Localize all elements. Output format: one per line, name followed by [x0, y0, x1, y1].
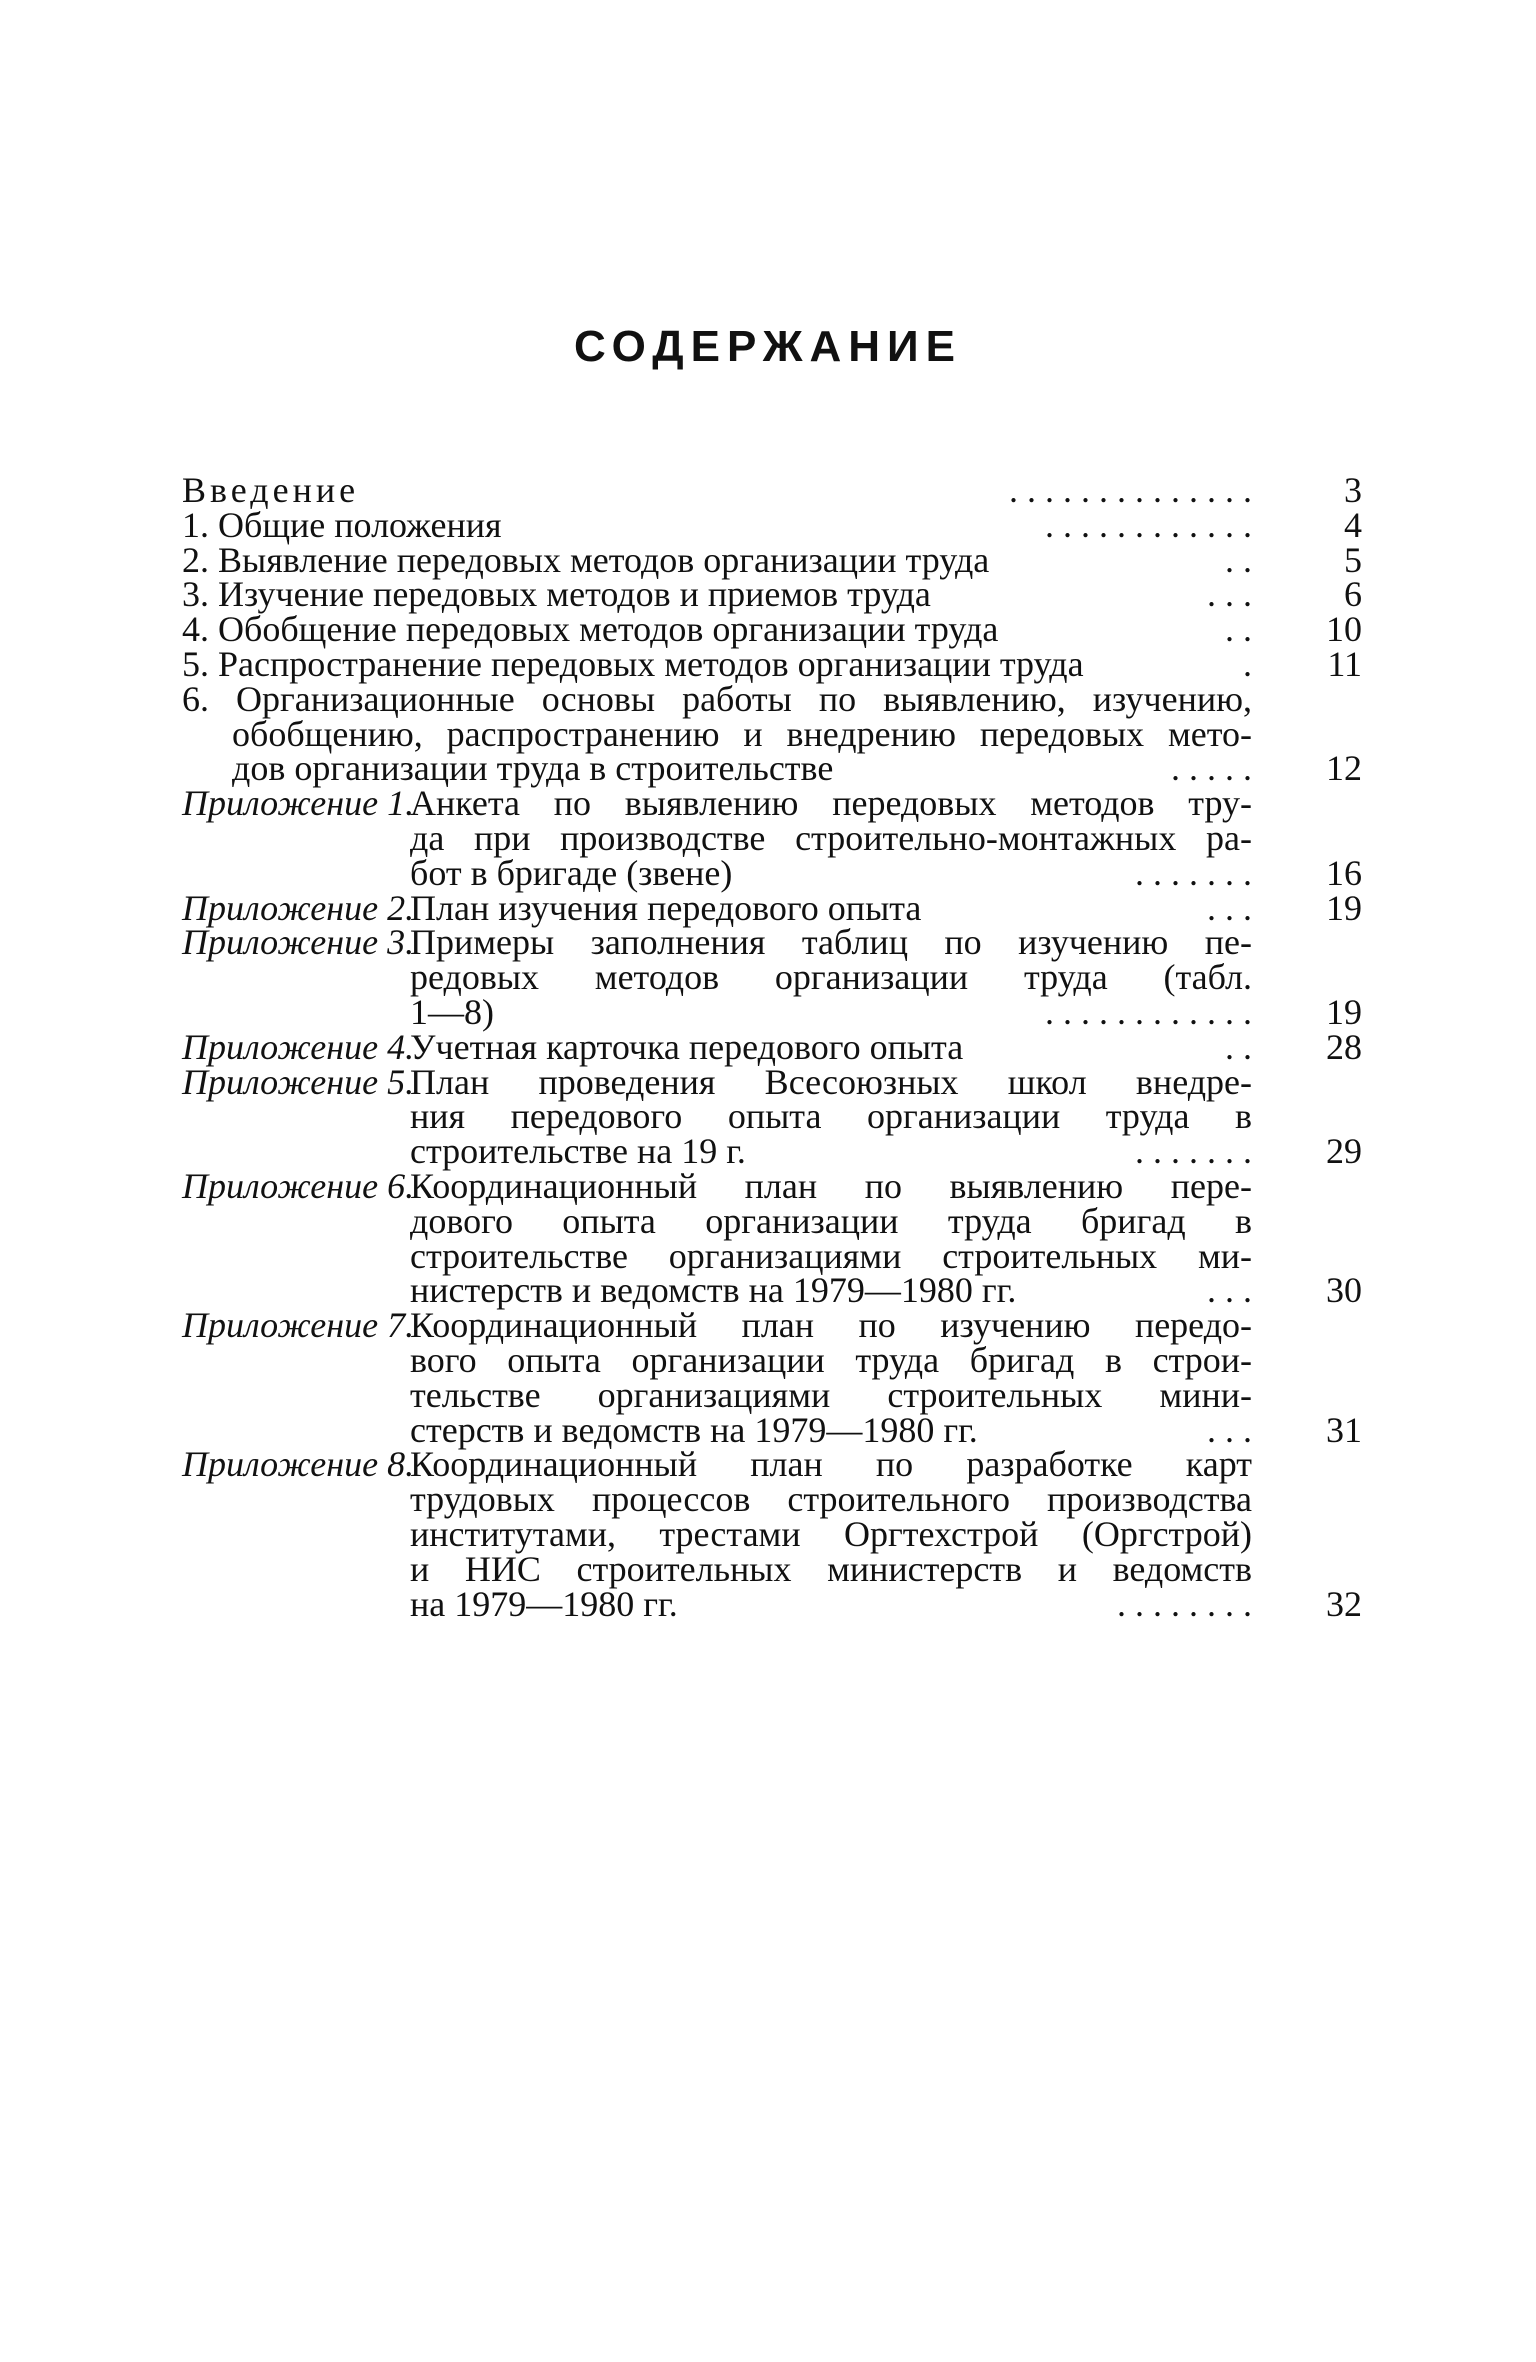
toc-entry-line — [182, 1548, 1362, 1589]
toc-entry-text: редовых методов организации труда (табл. — [410, 957, 1252, 998]
appendix-label: Приложение 1. — [182, 783, 415, 824]
toc-entry-line — [182, 1374, 1362, 1415]
toc-entry-line — [182, 1479, 1362, 1520]
toc-entry-text: План проведения Всесоюзных школ внедре- — [410, 1061, 1252, 1102]
toc-entry[interactable] — [182, 539, 1362, 580]
toc-entry[interactable] — [182, 783, 1362, 893]
dot-leader: . . . . . . . — [1135, 1131, 1252, 1172]
toc-entry-text: План изучения передового опыта — [410, 887, 922, 928]
toc-entry-line — [182, 887, 1362, 928]
toc-entry[interactable] — [182, 1305, 1362, 1450]
toc-entry-line — [182, 1026, 1362, 1067]
dot-leader: . . . — [1207, 887, 1252, 928]
dot-leader: . . . . . . . . . . . . . . — [1009, 470, 1252, 510]
toc-entry-line — [182, 574, 1362, 615]
appendix-label: Приложение 6. — [182, 1165, 415, 1206]
dot-leader: . . — [1225, 609, 1252, 650]
toc-entry-line — [182, 1270, 1362, 1311]
toc-entry[interactable] — [182, 470, 1362, 510]
toc-entry-line — [182, 817, 1362, 858]
appendix-label: Приложение 3. — [182, 922, 415, 963]
toc-entry-text: тельстве организациями строительных мини- — [410, 1374, 1252, 1415]
appendix-label: Приложение 2. — [182, 887, 415, 928]
toc-entry-text: институтами, трестами Оргтехстрой (Оргстрой) — [410, 1513, 1252, 1554]
toc-entry-line — [182, 1096, 1362, 1137]
toc-entry-text: 4. Обобщение передовых методов организации труда — [182, 609, 999, 650]
dot-leader: . . . . . . . . . . . . — [1045, 504, 1252, 545]
toc-entry-line — [182, 609, 1362, 650]
dot-leader: . . . — [1207, 1270, 1252, 1311]
toc-entry-text: вого опыта организации труда бригад в строи- — [410, 1339, 1252, 1380]
toc-entry-text: стерств и ведомств на 1979—1980 гг. — [410, 1409, 978, 1450]
appendix-label: Приложение 5. — [182, 1061, 415, 1102]
dot-leader: . . . . . . . . — [1117, 1583, 1252, 1624]
toc-entry-line — [182, 1444, 1362, 1485]
toc-entry-line — [182, 1409, 1362, 1450]
dot-leader: . — [1243, 643, 1252, 684]
dot-leader: . . . . . — [1171, 748, 1252, 789]
page-number: 30 — [1326, 1270, 1362, 1311]
appendix-label: Приложение 8. — [182, 1444, 415, 1485]
toc-entry[interactable] — [182, 1061, 1362, 1172]
toc-entry-line — [182, 852, 1362, 893]
toc-entry-line — [182, 678, 1362, 719]
dot-leader: . . . . . . . . . . . . — [1045, 991, 1252, 1032]
toc-entry[interactable] — [182, 1026, 1362, 1067]
page-number: 11 — [1327, 643, 1362, 684]
toc-entry-line — [182, 1061, 1362, 1102]
page-number: 4 — [1344, 504, 1362, 545]
appendix-label: Приложение 7. — [182, 1305, 415, 1346]
page-number: 31 — [1326, 1409, 1362, 1450]
dot-leader: . . — [1225, 539, 1252, 580]
toc-entry-text: 3. Изучение передовых методов и приемов труда — [182, 574, 931, 615]
page-number: 3 — [1344, 470, 1362, 510]
toc-entry[interactable] — [182, 1444, 1362, 1624]
toc-entry-line — [182, 1200, 1362, 1241]
toc-entry-line — [182, 713, 1362, 754]
toc-entry-line — [182, 1165, 1362, 1206]
toc-entry-text: нистерств и ведомств на 1979—1980 гг. — [410, 1270, 1017, 1311]
toc-entry-line — [182, 470, 1362, 510]
toc-entry-line — [182, 748, 1362, 789]
toc-entry-text: Введение — [182, 470, 360, 510]
toc-entry-text: на 1979—1980 гг. — [410, 1583, 678, 1624]
page-number: 32 — [1326, 1583, 1362, 1624]
toc-entry-text: 1—8) — [410, 991, 494, 1032]
toc-entry-line — [182, 922, 1362, 963]
toc-entry-text: да при производстве строительно-монтажных ра- — [410, 817, 1252, 858]
page-number: 29 — [1326, 1131, 1362, 1172]
toc-entry-line — [182, 783, 1362, 824]
toc-entry-line — [182, 643, 1362, 684]
toc-entry-text: строительстве организациями строительных ми- — [410, 1235, 1252, 1276]
toc-entry-text: ния передового опыта организации труда в — [410, 1096, 1252, 1137]
dot-leader: . . . — [1207, 1409, 1252, 1450]
page-number: 16 — [1326, 852, 1362, 893]
toc-entry-text: Примеры заполнения таблиц по изучению пе- — [410, 922, 1252, 963]
page-number: 19 — [1326, 991, 1362, 1032]
toc-entry-text: обобщению, распространению и внедрению передовых мето- — [232, 713, 1252, 754]
toc-entry-line — [182, 539, 1362, 580]
page-title: СОДЕРЖАНИЕ — [573, 322, 963, 371]
table-of-contents — [182, 470, 1362, 1624]
toc-entry-text: 5. Распространение передовых методов организации труда — [182, 643, 1084, 684]
dot-leader: . . . — [1207, 574, 1252, 615]
toc-entry-text: 2. Выявление передовых методов организации труда — [182, 539, 990, 580]
toc-entry[interactable] — [182, 643, 1362, 684]
toc-entry[interactable] — [182, 609, 1362, 650]
toc-entry-text: дов организации труда в строительстве — [232, 748, 834, 789]
toc-entry-text: Координационный план по выявлению пере- — [410, 1165, 1252, 1206]
toc-entry-text: 1. Общие положения — [182, 504, 502, 545]
toc-entry-line — [182, 504, 1362, 545]
toc-entry-text: дового опыта организации труда бригад в — [410, 1200, 1252, 1241]
page-number: 19 — [1326, 887, 1362, 928]
toc-entry-line — [182, 1513, 1362, 1554]
toc-entry-line — [182, 1339, 1362, 1380]
page-number: 12 — [1326, 748, 1362, 789]
toc-entry[interactable] — [182, 887, 1362, 928]
toc-entry-text: Анкета по выявлению передовых методов тру- — [410, 783, 1252, 824]
toc-entry-text: строительстве на 19 г. — [410, 1131, 746, 1172]
toc-entry-text: бот в бригаде (звене) — [410, 852, 733, 893]
toc-entry-line — [182, 1305, 1362, 1346]
appendix-label: Приложение 4. — [182, 1026, 415, 1067]
toc-entry-line — [182, 1131, 1362, 1172]
page-number: 28 — [1326, 1026, 1362, 1067]
toc-entry[interactable] — [182, 504, 1362, 545]
toc-entry-line — [182, 957, 1362, 998]
toc-entry[interactable] — [182, 922, 1362, 1032]
toc-entry-text: трудовых процессов строительного производства — [410, 1479, 1252, 1520]
page-number: 10 — [1326, 609, 1362, 650]
toc-entry-line — [182, 991, 1362, 1032]
page-number: 6 — [1344, 574, 1362, 615]
toc-entry-line — [182, 1583, 1362, 1624]
toc-entry-text: Координационный план по изучению передо- — [410, 1305, 1252, 1346]
toc-entry-text: Координационный план по разработке карт — [410, 1444, 1252, 1485]
toc-entry[interactable] — [182, 1165, 1362, 1311]
toc-entry[interactable] — [182, 574, 1362, 615]
toc-entry-line — [182, 1235, 1362, 1276]
toc-entry-text: Учетная карточка передового опыта — [410, 1026, 964, 1067]
dot-leader: . . . . . . . — [1135, 852, 1252, 893]
toc-entry[interactable] — [182, 678, 1362, 789]
toc-entry-text: 6. Организационные основы работы по выявлению, изучению, — [182, 678, 1252, 719]
page-number: 5 — [1344, 539, 1362, 580]
dot-leader: . . — [1225, 1026, 1252, 1067]
toc-entry-text: и НИС строительных министерств и ведомств — [410, 1548, 1252, 1589]
